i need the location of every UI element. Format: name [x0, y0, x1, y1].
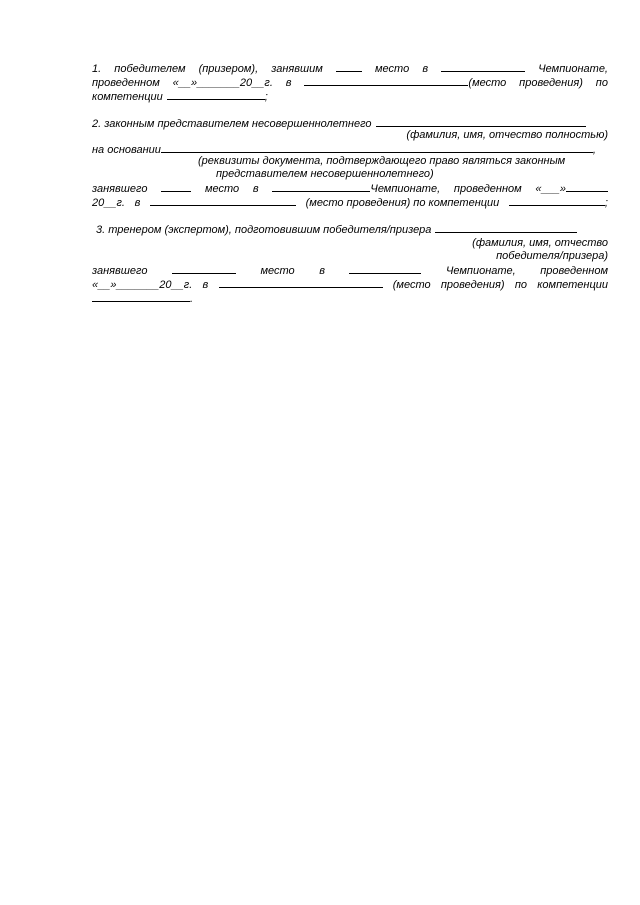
text: на основании [92, 144, 161, 156]
section1-line1 [92, 61, 608, 75]
text: проведенном [92, 77, 160, 89]
date-text: «___» [535, 183, 566, 195]
competence-blank[interactable] [509, 195, 605, 206]
date-text: «__»_______20__г. [92, 279, 193, 291]
text: по [514, 279, 527, 291]
venue-blank[interactable] [219, 277, 383, 288]
section1-line2 [92, 75, 608, 89]
text: (место [468, 77, 507, 89]
championship-blank[interactable] [272, 181, 370, 192]
text: в [319, 265, 325, 277]
text: проведения) [519, 77, 583, 89]
date-group [535, 181, 608, 196]
text: занявшего [92, 265, 148, 277]
text: в [202, 279, 209, 291]
competence-group [509, 195, 608, 210]
place-blank[interactable] [172, 263, 236, 274]
text: ; [604, 197, 608, 209]
section2-line7 [92, 195, 608, 209]
text: место [260, 265, 295, 277]
text: победителем [114, 63, 186, 75]
hint-text: (фамилия, имя, отчество полностью) [406, 129, 608, 141]
section3-line6 [92, 291, 608, 305]
text: в [285, 77, 292, 89]
section3-line2 [92, 236, 608, 250]
section3-line3 [92, 249, 608, 263]
text: в [422, 63, 429, 75]
venue-blank[interactable] [150, 195, 296, 206]
section3-line1 [96, 222, 608, 236]
text: занявшим [271, 63, 323, 75]
section2-line6 [92, 181, 608, 195]
text: (место [392, 279, 431, 291]
section2-line4 [198, 154, 598, 168]
text: занявшего [92, 183, 148, 195]
section3-line5 [92, 277, 608, 291]
competence-blank[interactable] [167, 89, 265, 100]
text: 2. законным представителем несовершеннолетнего [92, 118, 372, 130]
venue-blank[interactable] [304, 75, 468, 86]
minor-name-blank[interactable] [376, 116, 586, 127]
date-text: «__»_______20__г. [172, 77, 273, 89]
venue-group [304, 75, 506, 90]
text: Чемпионате, [538, 63, 608, 75]
text: место [375, 63, 410, 75]
text: , [592, 144, 596, 156]
hint-text: (фамилия, имя, отчество [472, 237, 608, 249]
month-blank[interactable] [566, 181, 608, 192]
text: проведения) [440, 279, 505, 291]
text: место [204, 183, 240, 195]
championship-blank[interactable] [441, 61, 525, 72]
text: компетенции [537, 279, 608, 291]
text: 1. [92, 63, 102, 75]
text: Чемпионате, [445, 265, 516, 277]
text: в [134, 197, 141, 209]
section3-line4 [92, 263, 608, 277]
hint-text: победителя/призера) [496, 250, 608, 262]
championship-blank[interactable] [349, 263, 421, 274]
text: ; [264, 91, 268, 103]
place-blank[interactable] [336, 61, 362, 72]
hint-text: представителем несовершеннолетнего) [216, 168, 434, 180]
text: (место проведения) по компетенции [305, 197, 500, 209]
section2-line5 [216, 167, 596, 181]
section1-line3 [92, 89, 608, 103]
hint-text: (реквизиты документа, подтверждающего право являться законным [198, 155, 566, 167]
text: 3. тренером (экспертом), подготовившим победителя/призера [96, 224, 432, 236]
section2-line2 [92, 128, 608, 142]
text: проведенном [453, 183, 522, 195]
text: . [190, 293, 194, 305]
text: (призером), [198, 63, 259, 75]
text: Чемпионате, [370, 183, 441, 195]
text: в [252, 183, 259, 195]
place-blank[interactable] [161, 181, 191, 192]
basis-blank[interactable] [161, 142, 593, 153]
text: компетенции [92, 91, 163, 103]
winner-name-blank[interactable] [435, 222, 577, 233]
championship-group [272, 181, 440, 196]
competence-blank[interactable] [92, 291, 190, 302]
date-text: 20__г. [92, 197, 125, 209]
text: по [595, 77, 608, 89]
text: проведенном [540, 265, 608, 277]
